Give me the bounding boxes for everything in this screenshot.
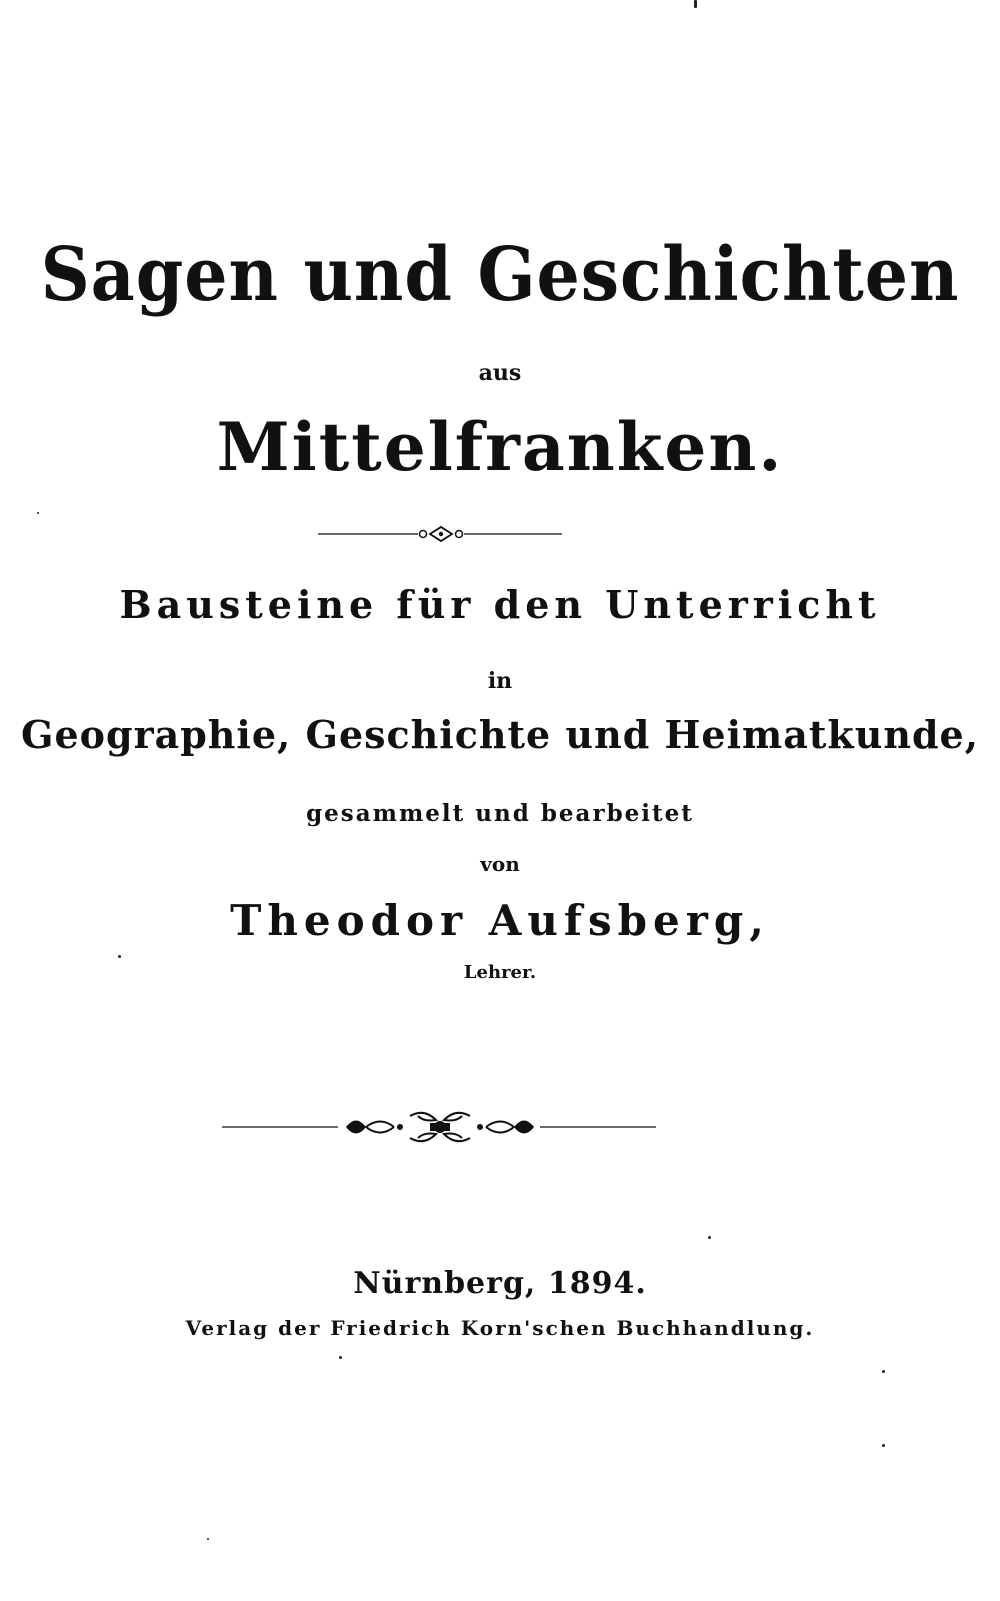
floral-rule-ornament-icon: [0, 1104, 1000, 1150]
scan-speck: [37, 512, 39, 514]
scan-speck: [882, 1370, 885, 1373]
scan-speck: [339, 1356, 342, 1359]
imprint-publisher: Verlag der Friedrich Korn'schen Buchhandlung.: [185, 1316, 815, 1340]
scan-speck: [708, 1236, 711, 1239]
scan-speck: [118, 955, 121, 958]
subtitle-line-2: Geographie, Geschichte und Heimatkunde,: [21, 712, 979, 757]
subtitle-line-1: Bausteine für den Unterricht: [119, 582, 881, 627]
imprint-place-year: Nürnberg, 1894.: [353, 1266, 647, 1301]
subtitle-line-3: gesammelt und bearbeitet: [306, 800, 694, 827]
book-title-region: Mittelfranken.: [216, 408, 784, 486]
subtitle-connector: in: [487, 668, 513, 694]
author-connector: von: [480, 852, 520, 876]
book-title: Sagen und Geschichten: [40, 232, 960, 318]
author-role: Lehrer.: [463, 962, 537, 983]
author-name: Theodor Aufsberg,: [230, 896, 770, 945]
title-connector: aus: [478, 360, 522, 386]
scan-speck: [694, 0, 697, 8]
small-rule-ornament-icon: [0, 522, 1000, 546]
scan-speck: [207, 1538, 209, 1540]
scan-speck: [882, 1444, 885, 1447]
